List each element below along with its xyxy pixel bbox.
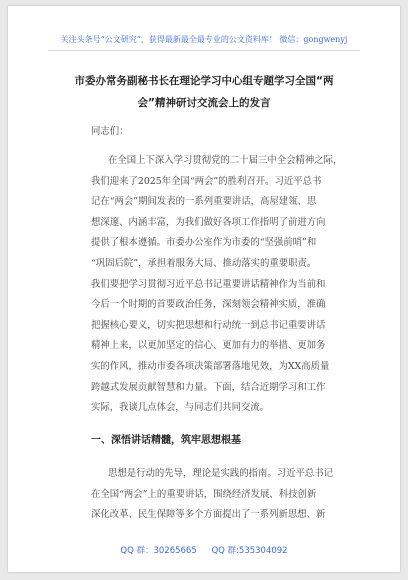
paragraph-1 (91, 151, 361, 419)
paragraph-line: 把握核心要义，切实把思想和行动统一到总书记重要讲话 (91, 319, 326, 331)
paragraph-line: 实的作风，推动市委各项决策部署落地见效，为XX高质量 (91, 360, 330, 372)
qq-group-1: QQ 群：30265665 (120, 546, 197, 556)
paragraph-line: 在全国“两会”上的重要讲话，围绕经济发展、科技创新 (91, 488, 317, 500)
paragraph-line: 记在“两会”期间发表的一系列重要讲话，高屋建瓴、思 (91, 196, 317, 208)
paragraph-line: 跨越式发展贡献智慧和力量。下面，结合近期学习和工作 (91, 381, 326, 393)
promo-header: 关注头条号“公文研究”，获得最新最全最专业的公文资料库！ 微信：gongwenyj (60, 35, 348, 44)
document-title (66, 70, 342, 114)
title-line-1: 市委办常务副秘书长在理论学习中心组专题学习全国“两 (74, 75, 334, 87)
paragraph-line: “巩固后院”，承担着服务大局、推动落实的重要职责。 (91, 257, 317, 269)
paragraph-line: 实际，我谈几点体会，与同志们共同交流。 (91, 402, 270, 414)
paragraph-line: 我们要把学习贯彻习近平总书记重要讲话精神作为当前和 (91, 278, 326, 290)
salutation-text: 同志们： (91, 126, 129, 137)
salutation (91, 122, 361, 143)
document-page (8, 6, 400, 572)
paragraph-line: 提供了根本遵循。市委办公室作为市委的“坚强前哨”和 (91, 237, 317, 249)
paragraph-line: 思想是行动的先导，理论是实践的指南。习近平总书记 (108, 468, 334, 479)
paragraph-line: 今后一个时期的首要政治任务，深刻领会精神实质，准确 (91, 299, 326, 311)
paragraph-2 (91, 464, 361, 526)
section-heading-1: 一、深悟讲话精髓，筑牢思想根基 (91, 435, 241, 446)
title-line-2: 会”精神研讨交流会上的发言 (137, 97, 271, 109)
header-divider (48, 50, 360, 51)
paragraph-line: 在全国上下深入学习贯彻党的二十届三中全会精神之际， (108, 155, 343, 166)
contact-footer (8, 544, 400, 556)
qq-group-2: QQ 群:535304092 (211, 546, 288, 556)
paragraph-line: 深化改革、民生保障等多个方面提出了一系列新思想、新 (91, 509, 326, 521)
paragraph-line: 精神上来，以更加坚定的信心、更加有力的举措、更加务 (91, 340, 326, 352)
paragraph-line: 我们迎来了2025年全国“两会”的胜利召开。习近平总书 (91, 175, 322, 187)
paragraph-line: 想深邃、内涵丰富，为我们做好各项工作指明了前进方向 (91, 216, 326, 228)
